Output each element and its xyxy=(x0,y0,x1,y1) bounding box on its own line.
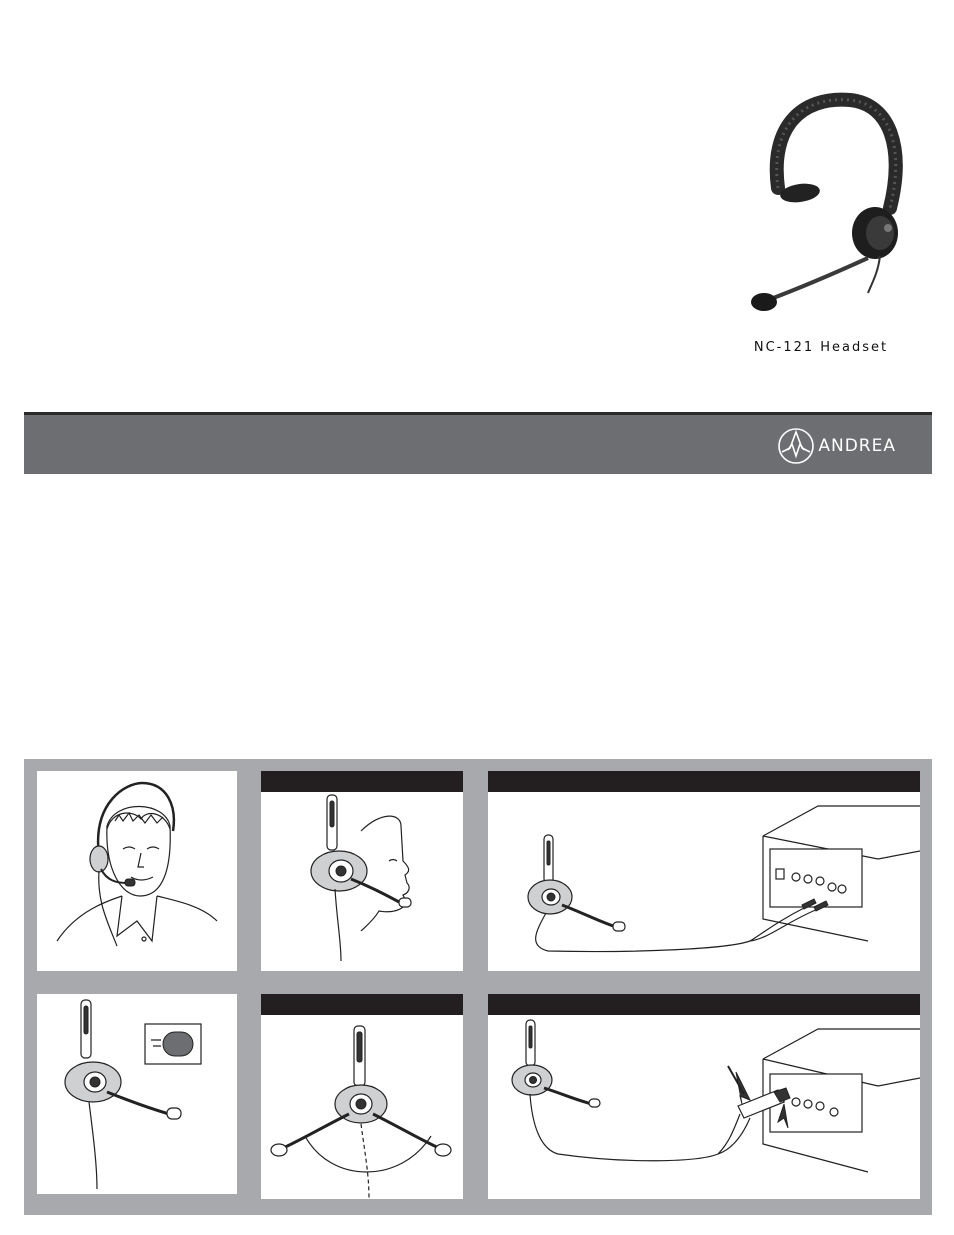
brand-bar xyxy=(24,412,932,474)
product-caption: NC-121 Headset xyxy=(753,340,889,355)
headset-to-usb-adapter-illustration-icon xyxy=(488,994,920,1199)
product-photo xyxy=(740,88,910,328)
headset-photo-icon xyxy=(740,88,910,328)
figure-person-wearing xyxy=(37,771,237,971)
figure-panel xyxy=(24,759,932,1215)
figure-connect-usb xyxy=(488,994,920,1199)
boom-rotation-illustration-icon xyxy=(261,994,463,1199)
figure-boom-rotation xyxy=(261,994,463,1199)
andrea-logo-icon xyxy=(776,426,816,466)
figure-mic-windscreen xyxy=(37,994,237,1194)
brand-logo xyxy=(776,428,896,464)
figure-connect-soundcard xyxy=(488,771,920,971)
figure-side-profile xyxy=(261,771,463,971)
microphone-windscreen-illustration-icon xyxy=(37,994,237,1194)
brand-name: ANDREA xyxy=(818,436,896,456)
headset-side-profile-illustration-icon xyxy=(261,771,463,971)
headset-to-computer-illustration-icon xyxy=(488,771,920,971)
person-wearing-headset-illustration-icon xyxy=(37,771,237,971)
